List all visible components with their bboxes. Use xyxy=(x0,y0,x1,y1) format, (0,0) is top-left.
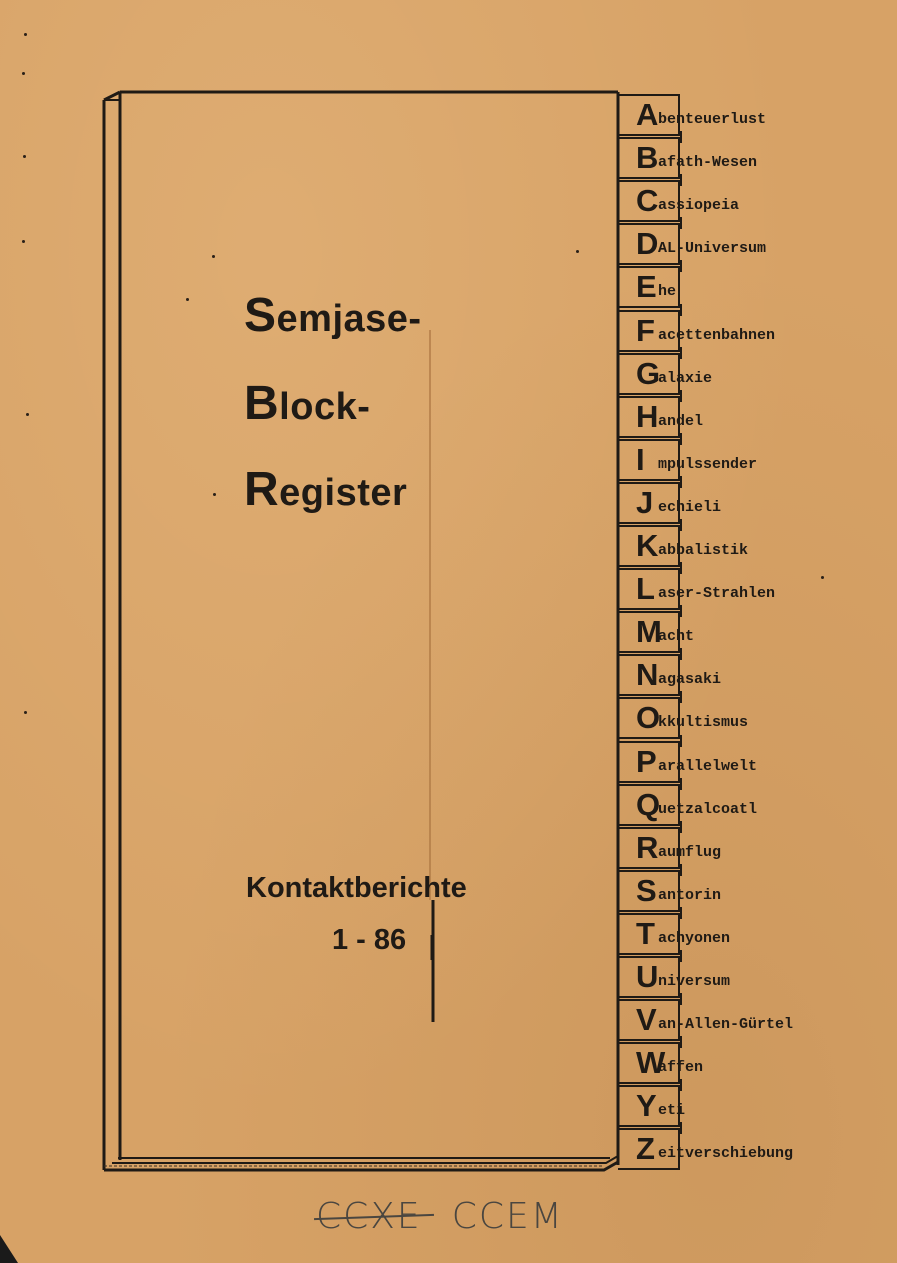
tab-letter: D xyxy=(636,226,659,262)
title-line-register: Register xyxy=(244,463,408,516)
tab-word: andel xyxy=(658,412,704,430)
paper-speck xyxy=(186,298,189,301)
tab-letter: Y xyxy=(636,1088,657,1124)
tab-separator-mark xyxy=(680,1036,682,1048)
tab-separator-mark xyxy=(680,131,682,143)
tab-letter: M xyxy=(636,614,662,650)
tab-separator-mark xyxy=(680,304,682,316)
tab-letter: E xyxy=(636,269,657,305)
tab-letter: O xyxy=(636,700,661,736)
handwritten-note xyxy=(316,1196,564,1237)
tab-separator-mark xyxy=(680,174,682,186)
tab-separator-mark xyxy=(680,347,682,359)
index-tab-c xyxy=(618,180,878,223)
tab-letter: B xyxy=(636,140,659,176)
tab-letter: V xyxy=(636,1002,657,1038)
tab-word: uetzalcoatl xyxy=(658,800,758,818)
paper-speck xyxy=(576,250,579,253)
tab-letter: H xyxy=(636,398,659,434)
paper-speck xyxy=(213,493,216,496)
tab-separator-mark xyxy=(680,1079,682,1091)
tab-letter: T xyxy=(636,915,655,951)
tab-letter: R xyxy=(636,829,659,865)
paper-speck xyxy=(23,155,26,158)
tab-word: aumflug xyxy=(658,843,722,861)
index-tab-p xyxy=(618,741,878,784)
index-tab-z xyxy=(618,1128,878,1171)
tab-word: arallelwelt xyxy=(658,757,758,775)
index-tab-e xyxy=(618,266,878,309)
tab-letter: I xyxy=(636,441,645,477)
paper-speck xyxy=(22,72,25,75)
tab-separator-mark xyxy=(680,260,682,272)
index-tab-i xyxy=(618,439,878,482)
tab-separator-mark xyxy=(680,519,682,531)
tab-separator-mark xyxy=(680,562,682,574)
tab-word: assiopeia xyxy=(658,197,740,215)
tab-letter: J xyxy=(636,484,654,520)
index-tab-v xyxy=(618,999,878,1042)
tab-separator-mark xyxy=(680,217,682,229)
index-tab-b xyxy=(618,137,878,180)
tab-separator-mark xyxy=(680,950,682,962)
index-tab-w xyxy=(618,1042,878,1085)
tab-word: an-Allen-Gürtel xyxy=(658,1016,794,1034)
tab-word: niversum xyxy=(658,973,731,990)
tab-letter: K xyxy=(636,528,659,563)
index-tab-m xyxy=(618,611,878,654)
index-tab-s xyxy=(618,870,878,913)
index-tab-u xyxy=(618,956,878,999)
index-tab-f xyxy=(618,310,878,353)
index-tab-r xyxy=(618,827,878,870)
tab-letter: S xyxy=(636,872,657,908)
index-tab-q xyxy=(618,784,878,827)
paper-speck xyxy=(212,255,215,258)
tab-letter: P xyxy=(636,743,657,779)
tab-letter: F xyxy=(636,312,655,348)
tab-letter: G xyxy=(636,355,661,391)
paper-speck xyxy=(24,711,27,714)
tab-separator-mark xyxy=(680,390,682,402)
tab-word: acettenbahnen xyxy=(658,326,776,344)
tab-word: alaxie xyxy=(658,369,713,387)
paper-speck xyxy=(26,413,29,416)
tab-separator-mark xyxy=(680,648,682,660)
tab-word: AL-Universum xyxy=(658,240,767,258)
subtitle-kontaktberichte: Kontaktberichte xyxy=(246,872,467,904)
index-tab-g xyxy=(618,353,878,396)
tab-letter: A xyxy=(636,97,659,132)
tab-separator-mark xyxy=(680,1122,682,1134)
tab-letter: L xyxy=(636,571,655,607)
tab-separator-mark xyxy=(680,821,682,833)
index-tab-l xyxy=(618,568,878,611)
tab-word: kkultismus xyxy=(658,714,749,732)
tab-letter: U xyxy=(636,959,659,994)
index-tab-h xyxy=(618,396,878,439)
tab-word: affen xyxy=(658,1059,704,1077)
tab-word: benteuerlust xyxy=(658,111,767,128)
tab-word: aser-Strahlen xyxy=(658,585,776,603)
index-tab-n xyxy=(618,654,878,697)
title-line-block: Block- xyxy=(244,377,371,430)
paper-speck xyxy=(24,33,27,36)
paper-speck xyxy=(821,576,824,579)
index-tab-t xyxy=(618,913,878,956)
tab-word: mpulssender xyxy=(658,455,758,473)
handwritten-struck-text: CCXE xyxy=(316,1196,422,1237)
tab-word: echieli xyxy=(658,498,722,516)
tab-separator-mark xyxy=(680,433,682,445)
tab-separator-mark xyxy=(680,735,682,747)
tab-word: eitverschiebung xyxy=(658,1145,794,1163)
index-tab-d xyxy=(618,223,878,266)
scan-corner-shadow xyxy=(0,1235,18,1263)
tab-word: abbalistik xyxy=(658,542,749,559)
tab-letter: C xyxy=(636,183,659,219)
index-tab-k xyxy=(618,525,878,568)
paper-speck xyxy=(22,240,25,243)
tab-letter: N xyxy=(636,657,659,693)
tab-word: acht xyxy=(658,628,695,646)
tab-word: antorin xyxy=(658,886,722,904)
tab-separator-mark xyxy=(680,907,682,919)
tab-word: achyonen xyxy=(658,929,731,947)
title-line-semjase: Semjase- xyxy=(244,289,422,342)
index-tab-o xyxy=(618,697,878,740)
tab-word: agasaki xyxy=(658,671,722,689)
tab-separator-mark xyxy=(680,864,682,876)
tab-separator-mark xyxy=(680,691,682,703)
tab-word: afath-Wesen xyxy=(658,154,758,172)
tab-letter: W xyxy=(636,1045,666,1081)
report-range: 1 - 86 xyxy=(332,924,407,956)
tab-letter: Z xyxy=(636,1131,655,1167)
index-tab-y xyxy=(618,1085,878,1128)
index-tab-j xyxy=(618,482,878,525)
tab-separator-mark xyxy=(680,993,682,1005)
tab-letter: Q xyxy=(636,786,661,822)
index-tab-a xyxy=(618,94,878,137)
handwritten-code: CCEM xyxy=(451,1196,564,1237)
tab-word: eti xyxy=(658,1102,686,1120)
tab-separator-mark xyxy=(680,476,682,488)
tab-separator-mark xyxy=(680,778,682,790)
tab-separator-mark xyxy=(680,605,682,617)
tab-word: he xyxy=(658,283,677,301)
